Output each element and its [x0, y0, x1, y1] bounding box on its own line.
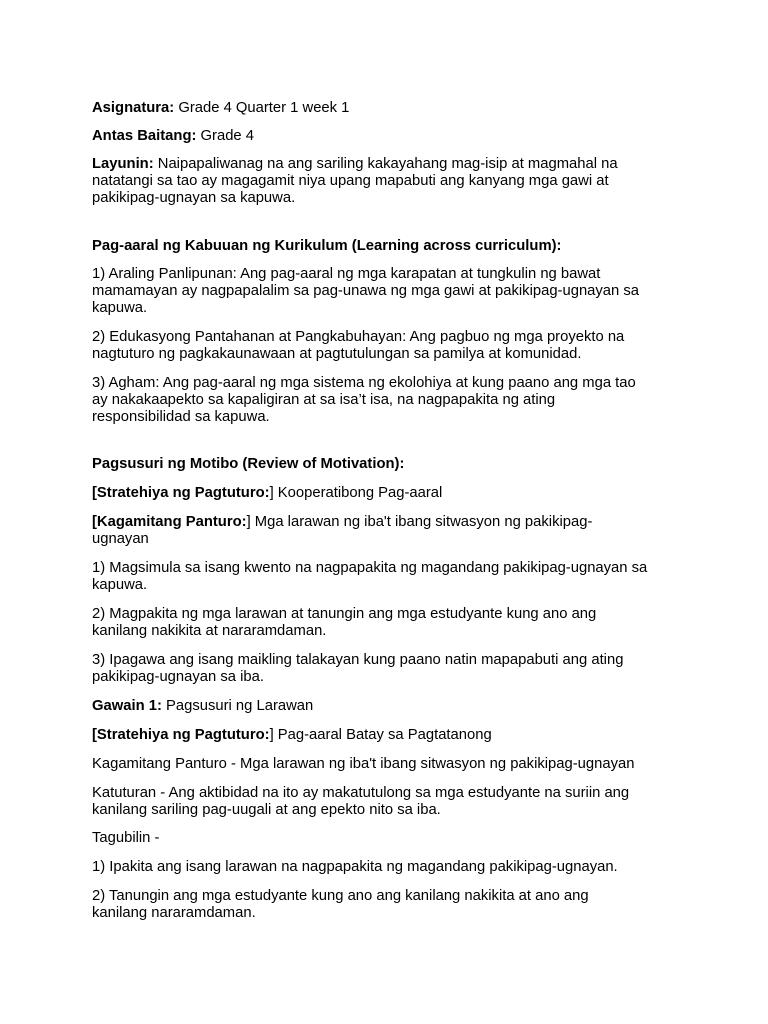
- paragraph-line: 2) Tanungin ang mga estudyante kung ano ang kanilang nakikita at ano ang: [92, 888, 589, 904]
- stratehiya-label: [Stratehiya ng Pagtuturo:: [92, 485, 270, 501]
- section-heading-text: Pag-aaral ng Kabuuan ng Kurikulum (Learning across curriculum):: [92, 238, 562, 254]
- cross-curriculum-item-3: [92, 375, 692, 427]
- gawain-value: Pagsusuri ng Larawan: [161, 698, 314, 714]
- paragraph-line: 1) Magsimula sa isang kwento na nagpapakita ng magandang pakikipag-ugnayan sa: [92, 560, 648, 576]
- section-heading-text: Pagsusuri ng Motibo (Review of Motivation):: [92, 456, 405, 472]
- kagamitan-value: ] Mga larawan ng iba't ibang sitwasyon ng pakikipag-: [246, 514, 593, 530]
- tagubilin-item-1: [92, 859, 692, 876]
- katuturan-paragraph: [92, 785, 692, 819]
- paragraph-line: kapuwa.: [92, 577, 148, 594]
- stratehiya-label: [Stratehiya ng Pagtuturo:: [92, 727, 270, 743]
- paragraph-line: kapuwa.: [92, 300, 148, 317]
- paragraph-line: kanilang nararamdaman.: [92, 905, 256, 922]
- layunin-text: Naipapaliwanag na ang sariling kakayahang mag-isip at magmahal na: [153, 156, 618, 172]
- section-heading-kurikulum: [92, 238, 692, 255]
- paragraph-line: 1) Ipakita ang isang larawan na nagpapakita ng magandang pakikipag-ugnayan.: [92, 859, 618, 875]
- paragraph-line: responsibilidad sa kapuwa.: [92, 409, 270, 426]
- motibo-item-2: [92, 606, 692, 640]
- paragraph-line: Tagubilin -: [92, 830, 160, 846]
- kagamitan-label: [Kagamitang Panturo:: [92, 514, 247, 530]
- paragraph-line: Katuturan - Ang aktibidad na ito ay makatutulong sa mga estudyante na suriin ang: [92, 785, 630, 801]
- paragraph-line: Kagamitang Panturo - Mga larawan ng iba't ibang sitwasyon ng pakikipag-ugnayan: [92, 756, 635, 772]
- stratehiya-value: ] Kooperatibong Pag-aaral: [269, 485, 443, 501]
- asignatura-value: Grade 4 Quarter 1 week 1: [174, 100, 350, 116]
- stratehiya-line-1: [92, 485, 692, 502]
- paragraph-line: ay nakakaapekto sa kapaligiran at sa isa’t isa, na nagpapakita ng ating: [92, 392, 556, 409]
- paragraph-line: 1) Araling Panlipunan: Ang pag-aaral ng mga karapatan at tungkulin ng bawat: [92, 266, 601, 282]
- asignatura-label: Asignatura:: [92, 100, 175, 116]
- paragraph-line: mamamayan ay nagpapalalim sa pag-unawa ng mga gawi at pakikipag-ugnayan sa: [92, 283, 639, 300]
- motibo-item-1: [92, 560, 692, 594]
- paragraph-line: nagtuturo ng pagkakaunawaan at pagtutulungan sa pamilya at komunidad.: [92, 346, 582, 363]
- tagubilin-item-2: [92, 888, 692, 922]
- motibo-item-3: [92, 652, 692, 686]
- paragraph-line: 2) Edukasyong Pantahanan at Pangkabuhayan: Ang pagbuo ng mga proyekto na: [92, 329, 625, 345]
- gawain-1-line: [92, 698, 692, 715]
- stratehiya-value: ] Pag-aaral Batay sa Pagtatanong: [269, 727, 492, 743]
- layunin-label: Layunin:: [92, 156, 154, 172]
- antas-label: Antas Baitang:: [92, 128, 197, 144]
- gawain-label: Gawain 1:: [92, 698, 162, 714]
- kagamitan-line-1: [92, 514, 692, 548]
- antas-baitang-line: [92, 128, 692, 145]
- kagamitan-line-2: [92, 756, 692, 773]
- paragraph-line: 3) Agham: Ang pag-aaral ng mga sistema ng ekolohiya at kung paano ang mga tao: [92, 375, 636, 391]
- asignatura-line: [92, 100, 692, 117]
- layunin-text: natatangi sa tao ay magagamit niya upang mapabuti ang kanyang mga gawi at: [92, 173, 609, 190]
- stratehiya-line-2: [92, 727, 692, 744]
- paragraph-line: pakikipag-ugnayan sa iba.: [92, 669, 264, 686]
- cross-curriculum-item-1: [92, 266, 692, 318]
- section-heading-motibo: [92, 456, 692, 473]
- kagamitan-value: ugnayan: [92, 531, 149, 548]
- layunin-paragraph: [92, 156, 692, 208]
- antas-value: Grade 4: [196, 128, 254, 144]
- paragraph-line: 2) Magpakita ng mga larawan at tanungin ang mga estudyante kung ano ang: [92, 606, 597, 622]
- paragraph-line: kanilang sariling pag-uugali at ang epekto nito sa iba.: [92, 802, 441, 819]
- layunin-text: pakikipag-ugnayan sa kapuwa.: [92, 190, 296, 207]
- tagubilin-line: [92, 830, 692, 847]
- paragraph-line: 3) Ipagawa ang isang maikling talakayan kung paano natin mapapabuti ang ating: [92, 652, 624, 668]
- cross-curriculum-item-2: [92, 329, 692, 363]
- paragraph-line: kanilang nakikita at nararamdaman.: [92, 623, 327, 640]
